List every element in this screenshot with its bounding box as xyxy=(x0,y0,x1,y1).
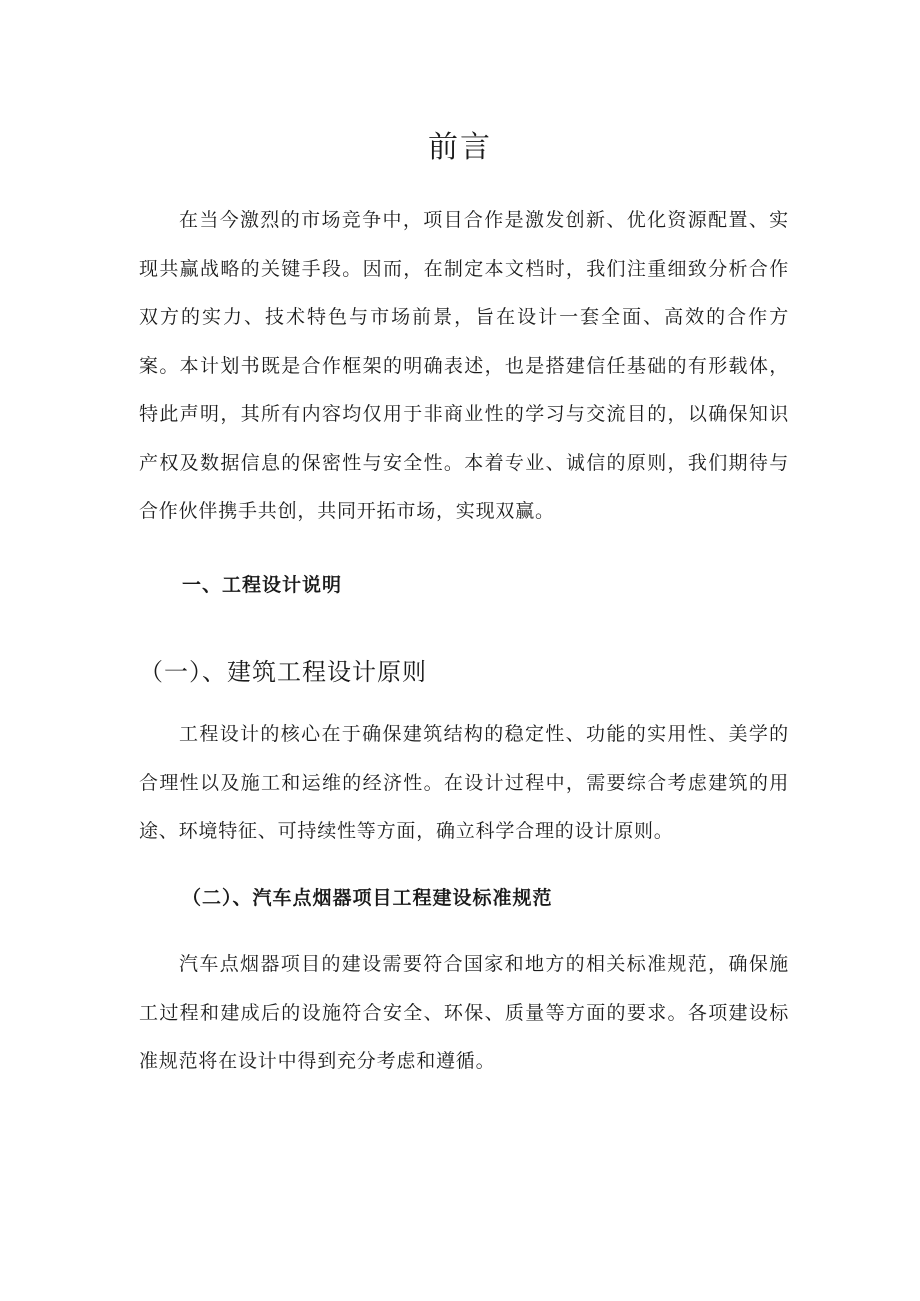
subsection-heading-design-principles: （一）、建筑工程设计原则 xyxy=(139,658,427,686)
preface-paragraph: 在当今激烈的市场竞争中，项目合作是激发创新、优化资源配置、实现共赢战略的关键手段。因而，在制定本文档时，我们注重细致分析合作双方的实力、技术特色与市场前景，旨在设计一套全面、高效的合作方案。本计划书既是合作框架的明确表述，也是搭建信任基础的有形载体，特此声明，其所有内容均仅用于非商业性的学习与交流目的，以确保知识产权及数据信息的保密性与安全性。本着专业、诚信的原则，我们期待与合作伙伴携手共创，共同开拓市场，实现双赢。 xyxy=(139,209,789,522)
section-heading-engineering-design: 一、工程设计说明 xyxy=(182,574,343,596)
page-title: 前言 xyxy=(428,130,492,165)
design-principles-paragraph: 工程设计的核心在于确保建筑结构的稳定性、功能的实用性、美学的合理性以及施工和运维的经济性。在设计过程中，需要综合考虑建筑的用途、环境特征、可持续性等方面，确立科学合理的设计原则。 xyxy=(139,723,789,842)
subsection-heading-standards: （二）、汽车点烟器项目工程建设标准规范 xyxy=(182,887,553,909)
standards-paragraph: 汽车点烟器项目的建设需要符合国家和地方的相关标准规范，确保施工过程和建成后的设施符合安全、环保、质量等方面的要求。各项建设标准规范将在设计中得到充分考虑和遵循。 xyxy=(139,953,789,1072)
